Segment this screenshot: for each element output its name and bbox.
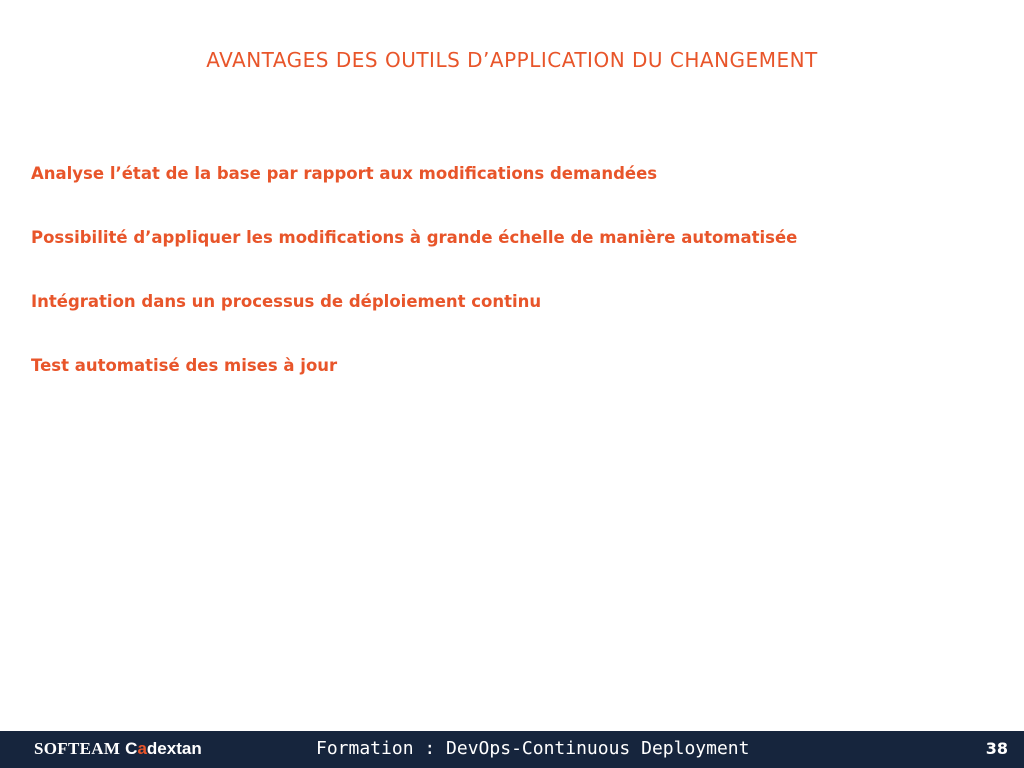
bullet-item: Intégration dans un processus de déploiement continu — [31, 292, 542, 311]
page-number: 38 — [985, 739, 1008, 758]
logo-sub-rest: dextan — [146, 739, 202, 758]
bullet-item: Possibilité d’appliquer les modifications à grande échelle de manière automatisée — [31, 228, 798, 247]
bullet-item: Analyse l’état de la base par rapport aux modifications demandées — [31, 164, 658, 183]
slide-title: AVANTAGES DES OUTILS D’APPLICATION DU CHANGEMENT — [206, 48, 818, 72]
bullet-item: Test automatisé des mises à jour — [31, 356, 338, 375]
bullet-list — [31, 162, 797, 418]
logo-sub-c: C — [125, 739, 138, 758]
logo-brand: SOFTEAM — [34, 739, 121, 758]
footer-bar — [0, 731, 1024, 768]
company-logo — [34, 739, 202, 759]
course-title: Formation : DevOps-Continuous Deployment — [316, 738, 750, 759]
logo-sub-a: a — [137, 739, 147, 758]
